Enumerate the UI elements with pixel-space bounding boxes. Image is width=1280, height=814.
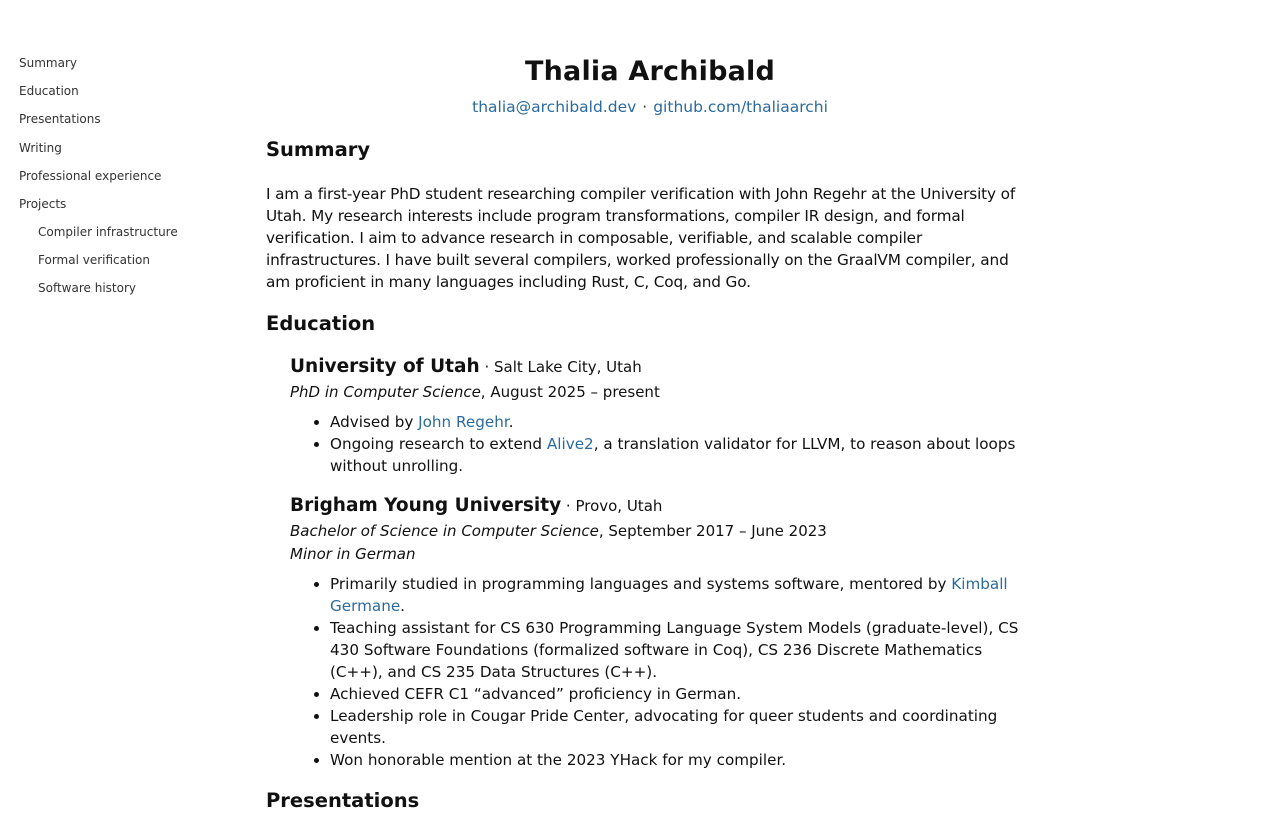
resume-main xyxy=(266,0,1034,814)
toc-link-summary[interactable]: Summary xyxy=(19,56,77,70)
bullet-text: Advised by xyxy=(330,413,419,431)
toc-link-compiler-infrastructure[interactable]: Compiler infrastructure xyxy=(38,224,178,239)
contact-line xyxy=(266,96,1034,118)
list-item: • Achieved CEFR C1 “advanced” proficiency in German. xyxy=(330,683,1034,705)
degree-line xyxy=(290,520,1034,542)
degree-dates: , September 2017 – June 2023 xyxy=(598,522,827,540)
school-entry-utah xyxy=(290,354,1034,477)
education-heading: Education xyxy=(266,312,376,335)
summary-text: I am a first-year PhD student researching compiler verification with John Regehr at the University of Utah. My research interests include program transformations, compiler IR design, and formal verification. I aim to advance research in composable, verifiable, and scalable compiler infrastructures. I have built several compilers, worked professionally on the GraalVM compiler, and am proficient in many languages including Rust, C, Coq, and Go. xyxy=(266,185,1016,291)
toc-item-summary xyxy=(19,54,239,82)
table-of-contents xyxy=(19,54,239,296)
school-location: · Provo, Utah xyxy=(561,497,663,515)
list-item xyxy=(330,433,1034,477)
page-title: Thalia Archibald xyxy=(524,56,775,87)
school-bullets xyxy=(290,411,1034,477)
school-header xyxy=(290,493,1034,519)
list-item: • Won honorable mention at the 2023 YHack for my compiler. xyxy=(330,749,1034,771)
toc-link-projects[interactable]: Projects xyxy=(19,196,67,211)
toc-subitem-software-history xyxy=(38,279,239,307)
school-name: University of Utah xyxy=(290,356,480,377)
toc-link-writing[interactable]: Writing xyxy=(19,140,62,155)
bullet-text: , a translation validator for LLVM, to reason about loops without unrolling. xyxy=(330,435,1016,475)
summary-section xyxy=(266,137,1034,293)
toc-link-software-history[interactable]: Software history xyxy=(38,281,136,296)
school-entry-byu xyxy=(290,493,1034,771)
school-bullets xyxy=(290,573,1034,771)
degree-dates: , August 2025 – present xyxy=(480,383,660,401)
bullet-text: . xyxy=(400,597,405,615)
toc-subitem-formal-verification xyxy=(38,251,239,279)
toc-link-formal-verification[interactable]: Formal verification xyxy=(38,253,150,268)
toc-link-education[interactable]: Education xyxy=(19,84,79,99)
toc-item-writing xyxy=(19,139,239,167)
bullet-text: . xyxy=(508,413,514,431)
github-link[interactable]: github.com/thaliaarchi xyxy=(653,98,828,116)
minor-title: Minor in German xyxy=(290,545,416,563)
toc-item-presentations xyxy=(19,110,239,138)
degree-line xyxy=(290,381,1034,403)
summary-heading: Summary xyxy=(266,138,371,161)
bullet-text: Ongoing research to extend xyxy=(330,435,547,453)
contact-separator: · xyxy=(642,98,648,116)
education-section xyxy=(266,311,1034,771)
toc-item-projects xyxy=(19,195,239,296)
list-item: • Teaching assistant for CS 630 Programming Language System Models (graduate-level), CS 430 Software Foundations (formalized software in Coq), CS 236 Discrete Mathematics (C++), and CS 235 Data Structures (C++). xyxy=(330,617,1034,683)
list-item xyxy=(330,573,1034,617)
toc-item-professional-experience xyxy=(19,167,239,195)
toc-link-presentations[interactable]: Presentations xyxy=(19,112,101,127)
list-item xyxy=(330,411,1034,433)
mentor-link[interactable]: Kimball Germane xyxy=(330,575,1008,615)
list-item: • Leadership role in Cougar Pride Center, advocating for queer students and coordinating events. xyxy=(330,705,1034,749)
toc-projects-sublist xyxy=(19,223,239,308)
toc-item-education xyxy=(19,82,239,110)
bullet-text: Primarily studied in programming languages and systems software, mentored by xyxy=(330,575,952,593)
school-name: Brigham Young University xyxy=(290,495,562,516)
advisor-link[interactable]: John Regehr xyxy=(418,413,509,431)
school-location: · Salt Lake City, Utah xyxy=(479,358,642,376)
toc-subitem-compiler-infrastructure xyxy=(38,223,239,251)
presentations-section xyxy=(266,788,1034,814)
school-header xyxy=(290,354,1034,380)
email-link[interactable]: thalia@archibald.dev xyxy=(472,98,637,116)
degree-title: Bachelor of Science in Computer Science xyxy=(290,522,599,540)
presentations-heading: Presentations xyxy=(266,789,420,812)
minor-line xyxy=(290,543,1034,565)
toc-link-professional-experience[interactable]: Professional experience xyxy=(19,168,162,183)
alive2-link[interactable]: Alive2 xyxy=(546,435,594,453)
degree-title: PhD in Computer Science xyxy=(290,383,481,401)
